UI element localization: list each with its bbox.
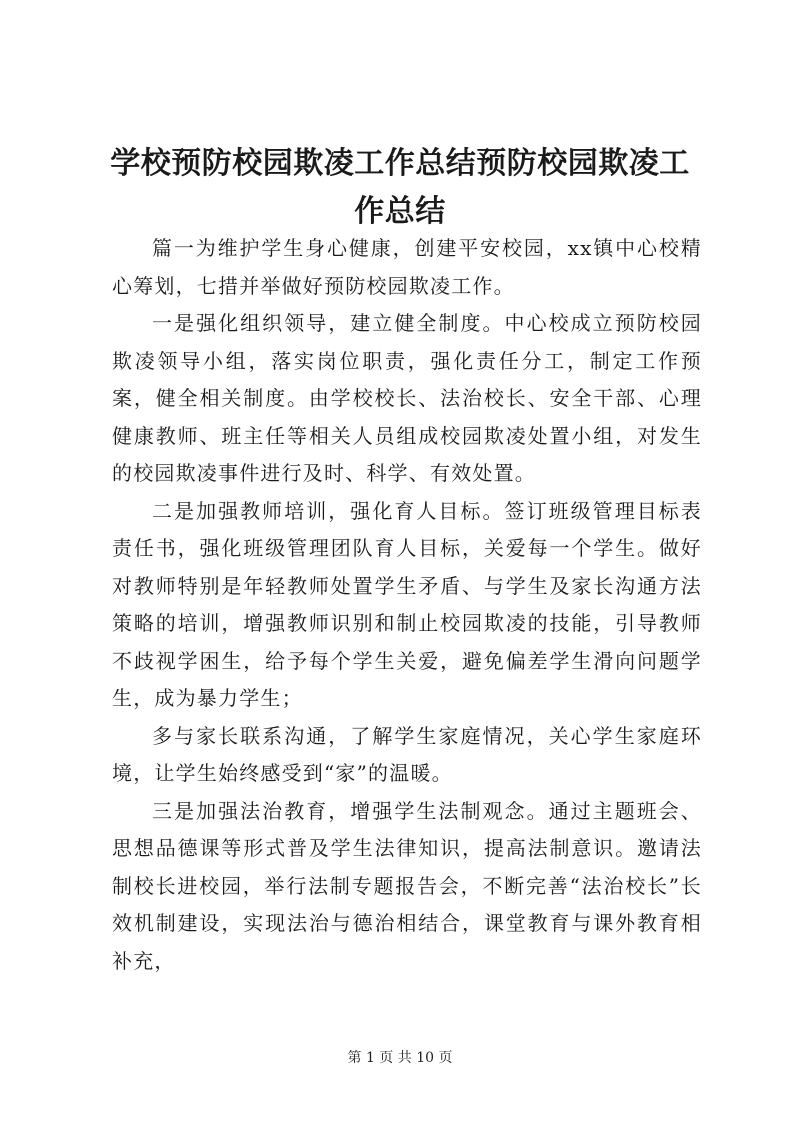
paragraph-teacher-training: 二是加强教师培训，强化育人目标。签订班级管理目标表责任书，强化班级管理团队育人目标，关爱每一个学生。做好对教师特别是年轻教师处置学生矛盾、与学生及家长沟通方法策略的培训，增强教师识别和制止校园欺凌的技能，引导教师不歧视学困生，给予每个学生关爱，避免偏差学生滑向问题学生，成为暴力学生； [112,498,702,710]
paragraph-parent-communication: 多与家长联系沟通，了解学生家庭情况，关心学生家庭环境，让学生始终感受到“家”的温暖。 [112,723,702,785]
paragraph-intro: 篇一为维护学生身心健康，创建平安校园，xx镇中心校精心筹划，七措并举做好预防校园欺凌工作。 [112,236,702,298]
document-title: 学校预防校园欺凌工作总结预防校园欺凌工作总结 [110,146,690,229]
document-body [112,230,702,980]
page-footer: 第 1 页 共 10 页 [347,1050,453,1066]
paragraph-legal-education: 三是加强法治教育，增强学生法制观念。通过主题班会、思想品德课等形式普及学生法律知识，提高法制意识。邀请法制校长进校园，举行法制专题报告会，不断完善“法治校长”长效机制建设，实现法治与德治相结合，课堂教育与课外教育相补充， [112,798,702,973]
paragraph-organization: 一是强化组织领导，建立健全制度。中心校成立预防校园欺凌领导小组，落实岗位职责，强化责任分工，制定工作预案，健全相关制度。由学校校长、法治校长、安全干部、心理健康教师、班主任等相关人员组成校园欺凌处置小组，对发生的校园欺凌事件进行及时、科学、有效处置。 [112,311,702,485]
